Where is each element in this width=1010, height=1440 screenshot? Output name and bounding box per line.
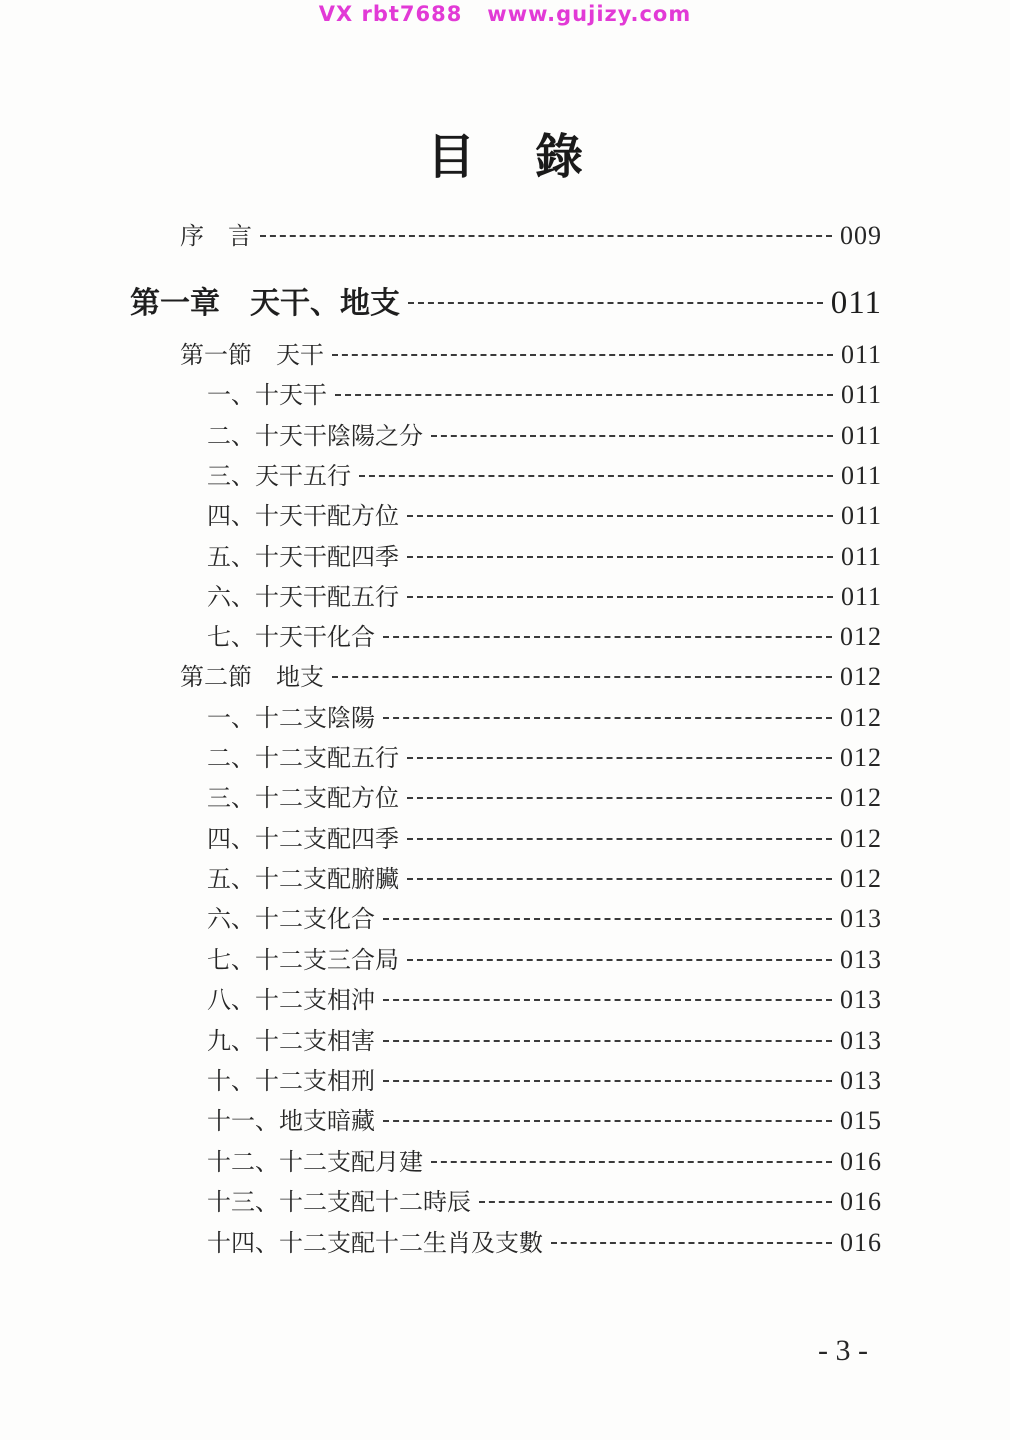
toc-entry-label: 一、十天干 [207, 381, 327, 409]
toc-entry-label: 八、十二支相沖 [207, 986, 375, 1014]
toc-entry-page: 015 [840, 1106, 882, 1135]
toc-entry-page: 016 [840, 1228, 882, 1257]
dot-leader [260, 235, 832, 237]
toc-entry-label: 第一章 天干、地支 [130, 286, 400, 321]
toc-entry-page: 012 [840, 743, 882, 772]
toc-entry-item[interactable] [207, 1021, 882, 1056]
toc-entry-label: 序 言 [180, 222, 252, 250]
dot-leader [407, 596, 833, 598]
toc-entry-page: 012 [840, 783, 882, 812]
toc-entry-page: 011 [840, 582, 882, 611]
toc-entry-item[interactable] [207, 1182, 882, 1217]
toc-entry-page: 013 [840, 985, 882, 1014]
toc-entry-page: 011 [840, 501, 882, 530]
toc-entry-item[interactable] [207, 456, 882, 491]
dot-leader [332, 676, 832, 678]
dot-leader [383, 636, 832, 638]
toc-entry-page: 009 [840, 221, 882, 250]
watermark-text: VX rbt7688 www.gujizy.com [318, 2, 692, 26]
toc-entry-item[interactable] [207, 1101, 882, 1136]
toc-entry-page: 013 [840, 945, 882, 974]
toc-entry-chapter[interactable] [130, 278, 882, 322]
toc-entry-page: 012 [840, 703, 882, 732]
toc-entry-label: 十一、地支暗藏 [207, 1107, 375, 1135]
toc-entry-label: 六、十二支化合 [207, 905, 375, 933]
toc-entry-label: 二、十天干陰陽之分 [207, 422, 423, 450]
dot-leader [431, 1161, 832, 1163]
toc-entry-item[interactable] [207, 416, 882, 451]
toc-entry-page: 012 [840, 864, 882, 893]
dot-leader [407, 838, 832, 840]
toc-entry-label: 四、十二支配四季 [207, 825, 399, 853]
toc-entry-item[interactable] [207, 940, 882, 975]
toc-entry-label: 五、十天干配四季 [207, 543, 399, 571]
toc-entry-page: 011 [840, 340, 882, 369]
toc-entry-page: 013 [840, 1026, 882, 1055]
toc-entry-item[interactable] [207, 778, 882, 813]
page-title: 目錄 [426, 129, 643, 185]
dot-leader [383, 1040, 832, 1042]
toc-entry-page: 013 [840, 904, 882, 933]
toc-entry-section[interactable] [180, 657, 882, 692]
toc-entry-page: 011 [830, 285, 882, 321]
page-number: - 3 - [818, 1334, 868, 1367]
dot-leader [359, 475, 833, 477]
toc-entry-item[interactable] [207, 819, 882, 854]
dot-leader [479, 1201, 832, 1203]
dot-leader [383, 1120, 832, 1122]
toc-entry-page: 013 [840, 1066, 882, 1095]
dot-leader [407, 959, 832, 961]
toc-entry-page: 011 [840, 461, 882, 490]
dot-leader [407, 757, 832, 759]
toc-entry-item[interactable] [207, 738, 882, 773]
toc-entry-page: 016 [840, 1147, 882, 1176]
toc-entry-section[interactable] [180, 335, 882, 370]
toc-entry-item[interactable] [207, 859, 882, 894]
toc-entry-label: 三、天干五行 [207, 462, 351, 490]
dot-leader [332, 354, 833, 356]
dot-leader [383, 999, 832, 1001]
toc-entry-page: 012 [840, 662, 882, 691]
toc-entry-preface[interactable] [180, 216, 882, 251]
toc-entry-label: 一、十二支陰陽 [207, 704, 375, 732]
toc-entry-page: 016 [840, 1187, 882, 1216]
toc-entry-item[interactable] [207, 698, 882, 733]
toc-entry-page: 011 [840, 542, 882, 571]
toc-entry-item[interactable] [207, 577, 882, 612]
toc-entry-page: 011 [840, 380, 882, 409]
toc-entry-label: 三、十二支配方位 [207, 784, 399, 812]
toc-entry-label: 七、十二支三合局 [207, 946, 399, 974]
toc-entry-label: 六、十天干配五行 [207, 583, 399, 611]
toc-entry-label: 九、十二支相害 [207, 1027, 375, 1055]
toc-entry-label: 十、十二支相刑 [207, 1067, 375, 1095]
toc-entry-label: 二、十二支配五行 [207, 744, 399, 772]
toc-entry-label: 五、十二支配腑臟 [207, 865, 399, 893]
toc-entry-page: 012 [840, 622, 882, 651]
toc-entry-item[interactable] [207, 375, 882, 410]
toc-entry-page: 012 [840, 824, 882, 853]
dot-leader [383, 1080, 832, 1082]
dot-leader [383, 918, 832, 920]
toc-entry-item[interactable] [207, 899, 882, 934]
dot-leader [551, 1242, 832, 1244]
toc-entry-label: 七、十天干化合 [207, 623, 375, 651]
toc-entry-label: 第一節 天干 [180, 341, 324, 369]
toc-entry-item[interactable] [207, 1061, 882, 1096]
toc-entry-label: 十四、十二支配十二生肖及支數 [207, 1229, 543, 1257]
dot-leader [408, 302, 823, 304]
dot-leader [407, 878, 832, 880]
dot-leader [431, 435, 833, 437]
toc-entry-label: 十三、十二支配十二時辰 [207, 1188, 471, 1216]
toc-entry-item[interactable] [207, 1223, 882, 1258]
toc-entry-label: 第二節 地支 [180, 663, 324, 691]
dot-leader [335, 394, 833, 396]
toc-entry-item[interactable] [207, 980, 882, 1015]
toc-entry-item[interactable] [207, 537, 882, 572]
toc-entry-label: 四、十天干配方位 [207, 502, 399, 530]
dot-leader [383, 717, 832, 719]
toc-entry-item[interactable] [207, 1142, 882, 1177]
dot-leader [407, 515, 833, 517]
toc-entry-label: 十二、十二支配月建 [207, 1148, 423, 1176]
dot-leader [407, 797, 832, 799]
toc-entry-item[interactable] [207, 617, 882, 652]
dot-leader [407, 556, 833, 558]
toc-entry-page: 011 [840, 421, 882, 450]
toc-entry-item[interactable] [207, 496, 882, 531]
